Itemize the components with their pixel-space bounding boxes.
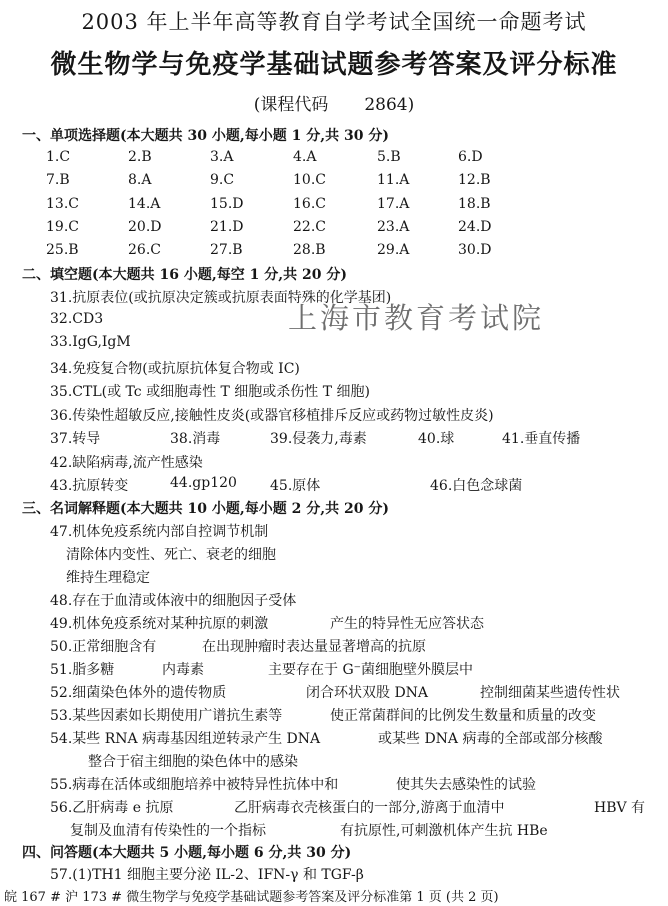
answer-part: 有抗原性,可刺激机体产生抗 HBe: [340, 823, 548, 839]
answer-part: 主要存在于 G⁻菌细胞壁外膜层中: [268, 662, 474, 678]
mcq-answer: 13.C: [46, 196, 79, 212]
mcq-answer: 10.C: [293, 172, 326, 188]
answer-item: 39.侵袭力,毒素: [270, 431, 367, 447]
answer-line: 48.存在于血清或体液中的细胞因子受体: [50, 593, 297, 609]
mcq-answer: 4.A: [293, 149, 317, 165]
answer-line: 清除体内变性、死亡、衰老的细胞: [66, 547, 276, 563]
mcq-answer: 15.D: [210, 196, 244, 212]
answer-part: 内毒素: [162, 662, 204, 678]
mcq-answer: 29.A: [377, 242, 410, 258]
answer-line: 36.传染性超敏反应,接触性皮炎(或器官移植排斥反应或药物过敏性皮炎): [50, 408, 494, 424]
section4-heading: 四、问答题(本大题共 5 小题,每小题 6 分,共 30 分): [22, 845, 352, 861]
answer-line: 33.IgG,IgM: [50, 334, 131, 350]
answer-line: 35.CTL(或 Tc 或细胞毒性 T 细胞或杀伤性 T 细胞): [50, 384, 371, 400]
answer-part: 产生的特异性无应答状态: [330, 616, 484, 632]
answer-part: 53.某些因素如长期使用广谱抗生素等: [50, 708, 283, 724]
mcq-answer: 2.B: [128, 149, 152, 165]
exam-title: 2003 年上半年高等教育自学考试全国统一命题考试: [81, 10, 587, 34]
mcq-answer: 9.C: [210, 172, 235, 188]
answer-part: 50.正常细胞含有: [50, 639, 157, 655]
mcq-answer: 14.A: [128, 196, 161, 212]
answer-part: 使其失去感染性的试验: [396, 777, 536, 793]
mcq-answer: 25.B: [46, 242, 79, 258]
answer-part: 控制细菌某些遗传性状: [480, 685, 620, 701]
answer-part: 51.脂多糖: [50, 662, 115, 678]
answer-part: 56.乙肝病毒 e 抗原: [50, 800, 174, 816]
answer-part: 55.病毒在活体或细胞培养中被特异性抗体中和: [50, 777, 339, 793]
mcq-answer: 19.C: [46, 219, 79, 235]
mcq-answer: 16.C: [293, 196, 326, 212]
answer-line: 42.缺陷病毒,流产性感染: [50, 455, 203, 471]
section1-heading: 一、单项选择题(本大题共 30 小题,每小题 1 分,共 30 分): [22, 128, 389, 144]
answer-part: 在出现肿瘤时表达量显著增高的抗原: [202, 639, 426, 655]
mcq-answer: 3.A: [210, 149, 234, 165]
section3-heading: 三、名词解释题(本大题共 10 小题,每小题 2 分,共 20 分): [22, 501, 389, 517]
mcq-answer: 7.B: [46, 172, 70, 188]
answer-line: 57.(1)TH1 细胞主要分泌 IL-2、IFN-γ 和 TGF-β: [50, 867, 364, 883]
mcq-answer: 8.A: [128, 172, 152, 188]
answer-line: 31.抗原表位(或抗原决定簇或抗原表面特殊的化学基团): [50, 290, 392, 306]
answer-item: 37.转导: [50, 431, 101, 447]
answer-line: 整合于宿主细胞的染色体中的感染: [88, 754, 298, 770]
answer-item: 41.垂直传播: [502, 431, 581, 447]
mcq-answer: 18.B: [458, 196, 491, 212]
answer-item: 46.白色念球菌: [430, 478, 523, 494]
mcq-answer: 11.A: [377, 172, 410, 188]
answer-item: 44.gp120: [170, 475, 237, 491]
answer-item: 45.原体: [270, 478, 321, 494]
answer-part: 49.机体免疫系统对某种抗原的刺激: [50, 616, 269, 632]
mcq-answer: 26.C: [128, 242, 161, 258]
answer-line: 47.机体免疫系统内部自控调节机制: [50, 524, 269, 540]
answer-part: HBV 有: [594, 800, 646, 816]
mcq-answer: 12.B: [458, 172, 491, 188]
course-code: 2864): [364, 95, 415, 115]
mcq-answer: 20.D: [128, 219, 162, 235]
mcq-answer: 21.D: [210, 219, 244, 235]
mcq-answer: 22.C: [293, 219, 326, 235]
answer-part: 使正常菌群间的比例发生数量和质量的改变: [330, 708, 596, 724]
mcq-answer: 23.A: [377, 219, 410, 235]
answer-part: 或某些 DNA 病毒的全部或部分核酸: [378, 731, 603, 747]
answer-item: 43.抗原转变: [50, 478, 129, 494]
course-code-line: [0, 90, 668, 115]
watermark-stamp: 上海市教育考试院: [288, 301, 545, 335]
mcq-answer: 6.D: [458, 149, 483, 165]
answer-line: 34.免疫复合物(或抗原抗体复合物或 IC): [50, 361, 300, 377]
answer-line: 32.CD3: [50, 311, 104, 327]
answer-part: 复制及血清有传染性的一个指标: [70, 823, 266, 839]
answer-part: 闭合环状双股 DNA: [306, 685, 429, 701]
mcq-answer: 17.A: [377, 196, 410, 212]
answer-item: 40.球: [418, 431, 455, 447]
page-title: 微生物学与免疫学基础试题参考答案及评分标准: [50, 50, 618, 80]
mcq-answer: 1.C: [46, 149, 71, 165]
section2-heading: 二、填空题(本大题共 16 小题,每空 1 分,共 20 分): [22, 267, 347, 283]
answer-part: 52.细菌染色体外的遗传物质: [50, 685, 227, 701]
mcq-answer: 28.B: [293, 242, 326, 258]
mcq-answer: 27.B: [210, 242, 243, 258]
course-label: (课程代码: [253, 95, 329, 115]
mcq-answer: 5.B: [377, 149, 401, 165]
answer-item: 38.消毒: [170, 431, 221, 447]
answer-part: 54.某些 RNA 病毒基因组逆转录产生 DNA: [50, 731, 321, 747]
page-footer: 皖 167 # 沪 173 # 微生物学与免疫学基础试题参考答案及评分标准第 1 页 (共 2 页): [4, 890, 499, 905]
mcq-answer: 30.D: [458, 242, 492, 258]
mcq-answer: 24.D: [458, 219, 492, 235]
answer-part: 乙肝病毒衣壳核蛋白的一部分,游离于血清中: [234, 800, 505, 816]
answer-line: 维持生理稳定: [66, 570, 150, 586]
